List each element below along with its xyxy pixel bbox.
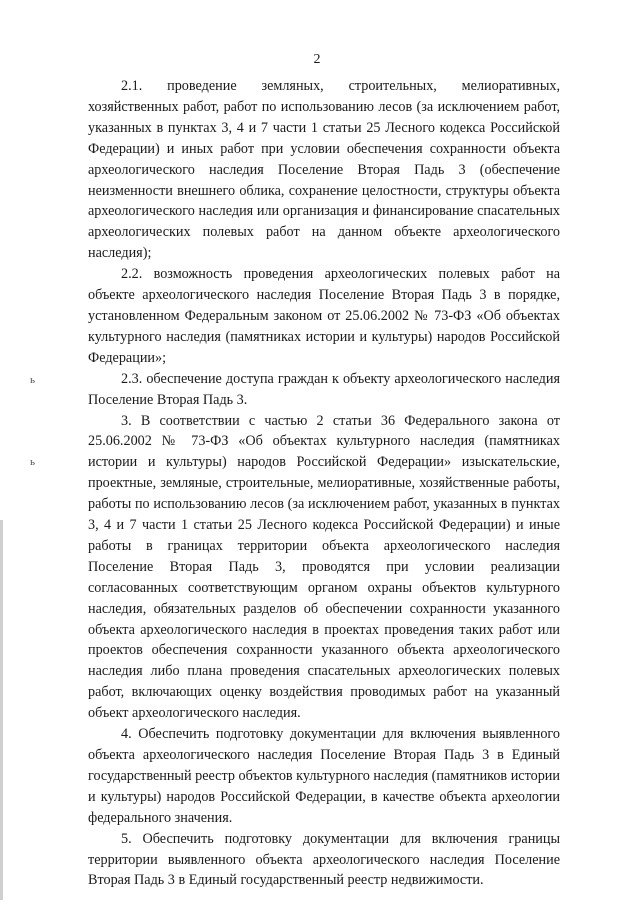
paragraph-4: 4. Обеспечить подготовку документации для включения выявленного объекта археологического наследия Поселение Вторая Падь 3 в Единый государственный реестр объектов культурного наследия (памятников истории и культуры) народов Российской Федерации, в качестве объекта археологии федерального значения. xyxy=(88,726,560,826)
scan-edge-shadow xyxy=(0,520,3,900)
paragraph-2-2: 2.2. возможность проведения археологических полевых работ на объекте археологического наследия Поселение Вторая Падь 3 в порядке, установленном Федеральным законом от 25.06.2002 № 73-ФЗ «Об объектах культурного наследия (памятниках истории и культуры) народов Российской Федерации»; xyxy=(88,266,560,366)
paragraph-3: 3. В соответствии с частью 2 статьи 36 Федерального закона от 25.06.2002 № 73-ФЗ «Об объектах культурного наследия (памятниках истории и культуры) народов Российской Федерации» изыскательские, проектные, земляные, строительные, мелиоративные, хозяйственные работы, работы по использованию лесов (за исключением работ, указанных в пунктах 3, 4 и 7 части 1 статьи 25 Лесного кодекса Российской Федерации) и иные работы в границах территории объекта археологического наследия Поселение Вторая Падь 3, проводятся при условии реализации согласованных соответствующим органом охраны объектов культурного наследия, обязательных разделов об обеспечении сохранности указанного объекта археологического наследия в проектах проведения таких работ или проектов обеспечения сохранности указанного объекта археологического наследия либо плана проведения спасательных археологических полевых работ, включающих оценку воздействия проводимых работ на указанный объект археологического наследия. xyxy=(88,412,560,722)
paragraph-2-3: 2.3. обеспечение доступа граждан к объекту археологического наследия Поселение Вторая Падь 3. xyxy=(88,370,560,408)
paragraph-5: 5. Обеспечить подготовку документации для включения границы территории выявленного объекта археологического наследия Поселение Вторая Падь 3 в Единый государственный реестр недвижимости. xyxy=(88,830,560,889)
margin-mark: ь xyxy=(30,374,36,386)
margin-mark: ь xyxy=(30,456,36,468)
paragraph-2-1: 2.1. проведение земляных, строительных, мелиоративных, хозяйственных работ, работ по использованию лесов (за исключением работ, указанных в пунктах 3, 4 и 7 части 1 статьи 25 Лесного кодекса Российской Федерации) и иных работ при условии обеспечения сохранности объекта археологического наследия Поселение Вторая Падь 3 (обеспечение неизменности внешнего облика, сохранение целостности, структуры объекта археологического наследия или организация и финансирование спасательных археологических полевых работ на данном объекте археологического наследия); xyxy=(88,78,560,262)
page-number: 2 xyxy=(313,52,321,67)
document-body xyxy=(88,76,560,891)
